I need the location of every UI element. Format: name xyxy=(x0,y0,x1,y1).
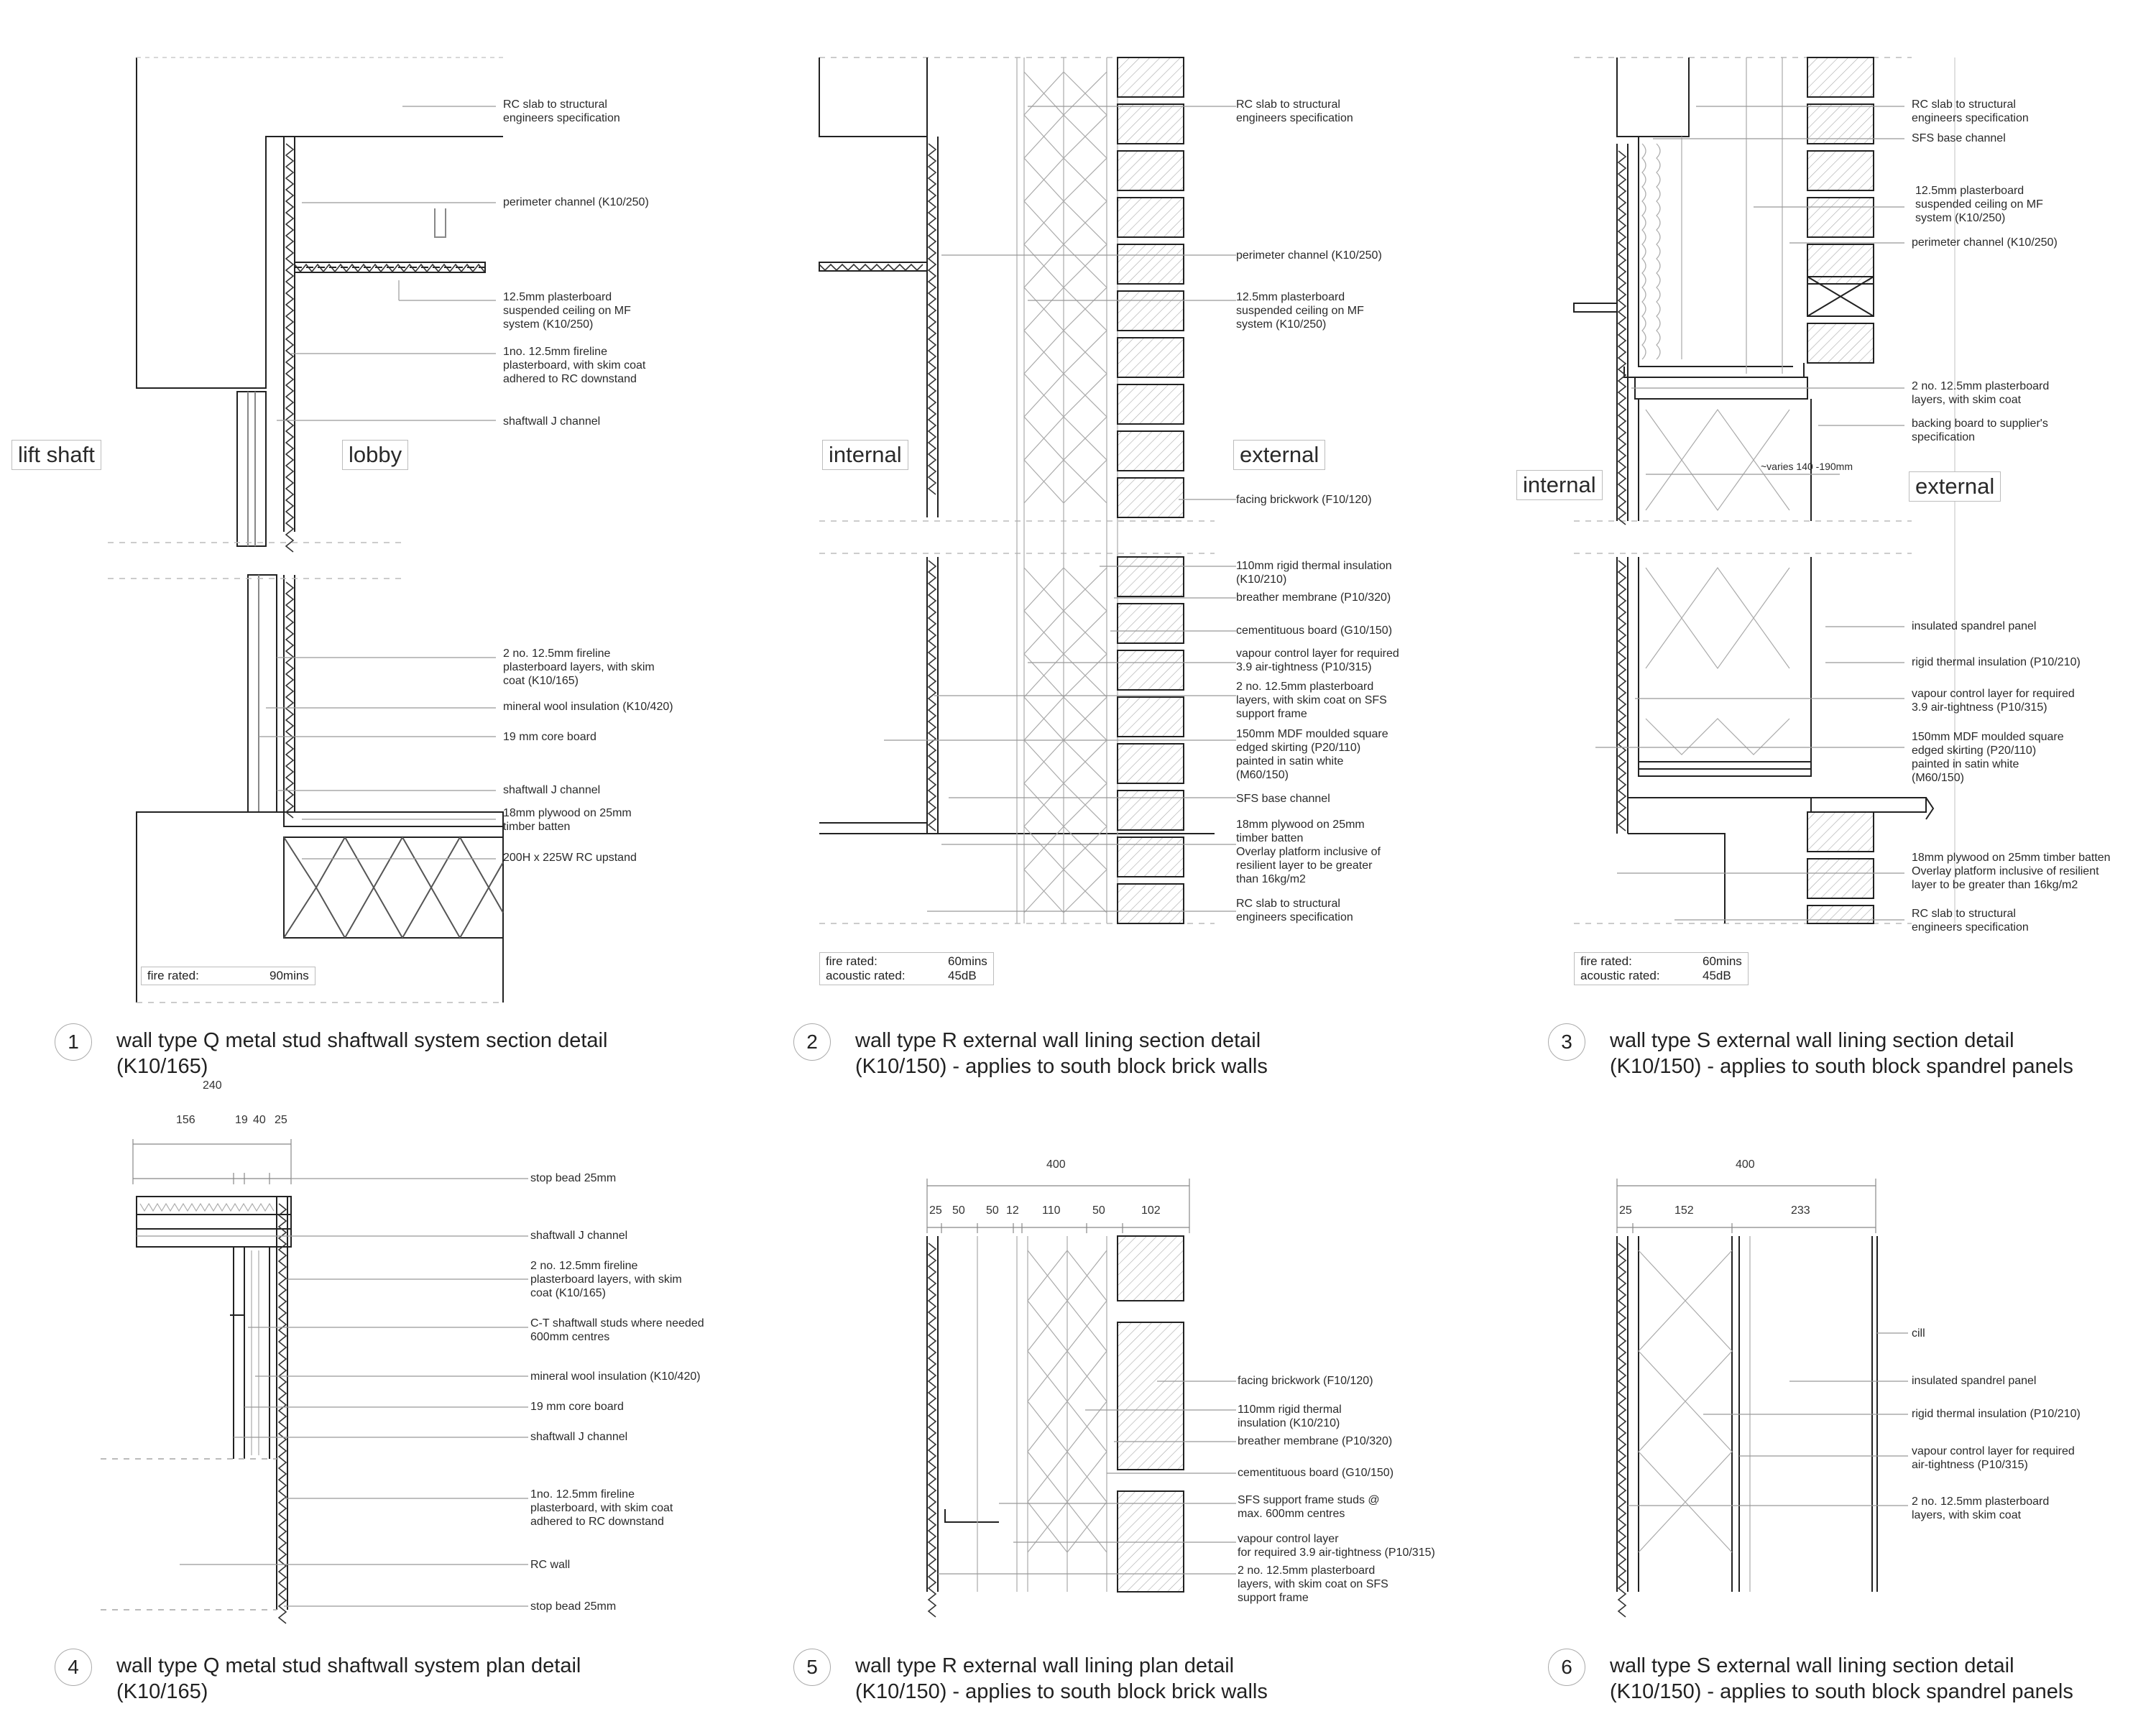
label-4-4: C-T shaftwall studs where needed 600mm centres xyxy=(530,1317,704,1343)
dim-part-5-5: 110 xyxy=(1042,1204,1061,1217)
caption-5: 5 wall type R external wall lining plan detail (K10/150) - applies to south block brick walls xyxy=(855,1653,1268,1705)
label-2-13: RC slab to structural engineers specification xyxy=(1236,898,1353,923)
label-1-11: 200H x 225W RC upstand xyxy=(503,852,637,864)
detail-number-3: 3 xyxy=(1548,1023,1585,1061)
label-3-7: insulated spandrel panel xyxy=(1912,620,2037,632)
label-5-7: 2 no. 12.5mm plasterboard layers, with skim coat on SFS support frame xyxy=(1238,1564,1388,1604)
detail-number-1: 1 xyxy=(55,1023,92,1061)
label-5-4: cementituous board (G10/150) xyxy=(1238,1467,1394,1479)
label-4-2: shaftwall J channel xyxy=(530,1230,628,1242)
dim-part-6-2: 152 xyxy=(1674,1204,1694,1217)
label-4-10: stop bead 25mm xyxy=(530,1600,617,1613)
label-4-7: shaftwall J channel xyxy=(530,1431,628,1443)
label-3-10: 150mm MDF moulded square edged skirting (P20/110) painted in satin white (M60/150) xyxy=(1912,731,2064,784)
dim-part-5-1: 25 xyxy=(929,1204,942,1217)
label-3-12: RC slab to structural engineers specification xyxy=(1912,908,2029,934)
dim-part-4-4: 25 xyxy=(275,1114,287,1126)
label-3-6: backing board to supplier's specification xyxy=(1912,418,2048,443)
label-6-4: vapour control layer for required air-tightness (P10/315) xyxy=(1912,1445,2075,1471)
label-1-9: shaftwall J channel xyxy=(503,784,601,796)
room-internal-2: internal xyxy=(822,440,908,470)
label-5-1: facing brickwork (F10/120) xyxy=(1238,1375,1373,1387)
label-6-1: cill xyxy=(1912,1327,1925,1340)
detail-5-drawing xyxy=(791,1064,1509,1719)
detail-2 xyxy=(791,0,1509,1078)
label-4-3: 2 no. 12.5mm fireline plasterboard layers, with skim coat (K10/165) xyxy=(530,1260,682,1299)
dim-part-4-2: 19 xyxy=(235,1114,248,1126)
label-3-1: RC slab to structural engineers specification xyxy=(1912,98,2029,124)
label-5-2: 110mm rigid thermal insulation (K10/210) xyxy=(1238,1404,1342,1429)
label-4-1: stop bead 25mm xyxy=(530,1172,617,1184)
detail-number-4: 4 xyxy=(55,1649,92,1686)
caption-1: 1 wall type Q metal stud shaftwall system section detail (K10/165) xyxy=(116,1028,607,1079)
detail-6 xyxy=(1509,1064,2156,1719)
detail-1-drawing xyxy=(0,0,719,1064)
label-1-10: 18mm plywood on 25mm timber batten xyxy=(503,807,632,833)
caption-6: 6 wall type S external wall lining section detail (K10/150) - applies to south block spandrel panels xyxy=(1610,1653,2073,1705)
detail-1 xyxy=(0,0,719,1078)
dim-part-6-1: 25 xyxy=(1619,1204,1632,1217)
label-6-2: insulated spandrel panel xyxy=(1912,1375,2037,1387)
dim-overall-5: 400 xyxy=(1046,1158,1066,1171)
detail-4 xyxy=(0,1064,791,1719)
label-1-3: 12.5mm plasterboard suspended ceiling on MF system (K10/250) xyxy=(503,291,631,331)
dim-part-5-7: 102 xyxy=(1141,1204,1161,1217)
caption-3: 3 wall type S external wall lining section detail (K10/150) - applies to south block spandrel panels xyxy=(1610,1028,2073,1079)
label-1-2: perimeter channel (K10/250) xyxy=(503,196,649,208)
label-1-7: mineral wool insulation (K10/420) xyxy=(503,701,673,713)
label-5-5: SFS support frame studs @ max. 600mm centres xyxy=(1238,1494,1380,1520)
detail-number-5: 5 xyxy=(793,1649,831,1686)
label-1-1: RC slab to structural engineers specification xyxy=(503,98,620,124)
detail-2-drawing xyxy=(791,0,1509,1064)
dim-part-5-4: 12 xyxy=(1006,1204,1019,1217)
dim-part-4-1: 156 xyxy=(176,1114,195,1126)
label-2-10: 150mm MDF moulded square edged skirting (P20/110) painted in satin white (M60/150) xyxy=(1236,728,1388,781)
label-2-12: 18mm plywood on 25mm timber batten Overlay platform inclusive of resilient layer to be greater than 16kg/m2 xyxy=(1236,819,1381,885)
caption-4: 4 wall type Q metal stud shaftwall system plan detail (K10/165) xyxy=(116,1653,581,1705)
dim-part-4-3: 40 xyxy=(253,1114,266,1126)
label-3-3: 12.5mm plasterboard suspended ceiling on MF system (K10/250) xyxy=(1915,185,2043,224)
label-1-5: shaftwall J channel xyxy=(503,415,601,428)
fire-rating-1: fire rated: 90mins xyxy=(141,967,315,985)
dim-part-5-3: 50 xyxy=(986,1204,999,1217)
label-4-8: 1no. 12.5mm fireline plasterboard, with skim coat adhered to RC downstand xyxy=(530,1488,673,1528)
dim-part-5-6: 50 xyxy=(1092,1204,1105,1217)
label-6-3: rigid thermal insulation (P10/210) xyxy=(1912,1408,2081,1420)
room-external-3: external xyxy=(1909,471,2001,502)
label-2-3: 12.5mm plasterboard suspended ceiling on MF system (K10/250) xyxy=(1236,291,1364,331)
dim-part-5-2: 50 xyxy=(952,1204,965,1217)
label-2-4: facing brickwork (F10/120) xyxy=(1236,494,1372,506)
label-4-6: 19 mm core board xyxy=(530,1401,624,1413)
detail-number-2: 2 xyxy=(793,1023,831,1061)
label-3-9: vapour control layer for required 3.9 air-tightness (P10/315) xyxy=(1912,688,2075,714)
label-1-6: 2 no. 12.5mm fireline plasterboard layers, with skim coat (K10/165) xyxy=(503,647,655,687)
detail-3-drawing xyxy=(1509,0,2156,1064)
label-4-9: RC wall xyxy=(530,1559,571,1571)
label-4-5: mineral wool insulation (K10/420) xyxy=(530,1370,701,1383)
label-3-8: rigid thermal insulation (P10/210) xyxy=(1912,656,2081,668)
label-2-8: vapour control layer for required 3.9 air-tightness (P10/315) xyxy=(1236,647,1399,673)
caption-2: 2 wall type R external wall lining section detail (K10/150) - applies to south block brick walls xyxy=(855,1028,1268,1079)
dim-overall-4: 240 xyxy=(203,1079,222,1092)
fire-rating-3: fire rated: 60mins acoustic rated: 45dB xyxy=(1574,952,1749,985)
dim-part-6-3: 233 xyxy=(1791,1204,1810,1217)
label-2-5: 110mm rigid thermal insulation (K10/210) xyxy=(1236,560,1392,586)
room-external-2: external xyxy=(1233,440,1325,470)
label-3-2: SFS base channel xyxy=(1912,132,2006,144)
label-5-3: breather membrane (P10/320) xyxy=(1238,1435,1393,1447)
label-2-2: perimeter channel (K10/250) xyxy=(1236,249,1382,262)
room-lift-shaft: lift shaft xyxy=(11,440,101,470)
label-3-4: perimeter channel (K10/250) xyxy=(1912,236,2058,249)
detail-6-drawing xyxy=(1509,1064,2156,1719)
label-2-11: SFS base channel xyxy=(1236,793,1330,805)
label-3-11: 18mm plywood on 25mm timber batten Overlay platform inclusive of resilient layer to be greater than 16kg/m2 xyxy=(1912,852,2111,891)
label-1-8: 19 mm core board xyxy=(503,731,596,743)
dim-overall-6: 400 xyxy=(1736,1158,1755,1171)
label-3-5: 2 no. 12.5mm plasterboard layers, with skim coat xyxy=(1912,380,2050,406)
detail-3 xyxy=(1509,0,2156,1078)
label-2-9: 2 no. 12.5mm plasterboard layers, with skim coat on SFS support frame xyxy=(1236,681,1387,720)
label-2-6: breather membrane (P10/320) xyxy=(1236,591,1391,604)
room-internal-3: internal xyxy=(1516,470,1603,500)
label-5-6: vapour control layer for required 3.9 air-tightness (P10/315) xyxy=(1238,1533,1435,1559)
detail-number-6: 6 xyxy=(1548,1649,1585,1686)
fire-rating-2: fire rated: 60mins acoustic rated: 45dB xyxy=(819,952,994,985)
room-lobby: lobby xyxy=(342,440,408,470)
label-1-4: 1no. 12.5mm fireline plasterboard, with skim coat adhered to RC downstand xyxy=(503,346,646,385)
label-6-5: 2 no. 12.5mm plasterboard layers, with skim coat xyxy=(1912,1496,2050,1521)
label-2-1: RC slab to structural engineers specification xyxy=(1236,98,1353,124)
label-2-7: cementituous board (G10/150) xyxy=(1236,625,1393,637)
detail-4-drawing xyxy=(0,1064,791,1719)
dimension-note-3: ~varies 140 -190mm xyxy=(1761,461,1853,472)
detail-5 xyxy=(791,1064,1509,1719)
